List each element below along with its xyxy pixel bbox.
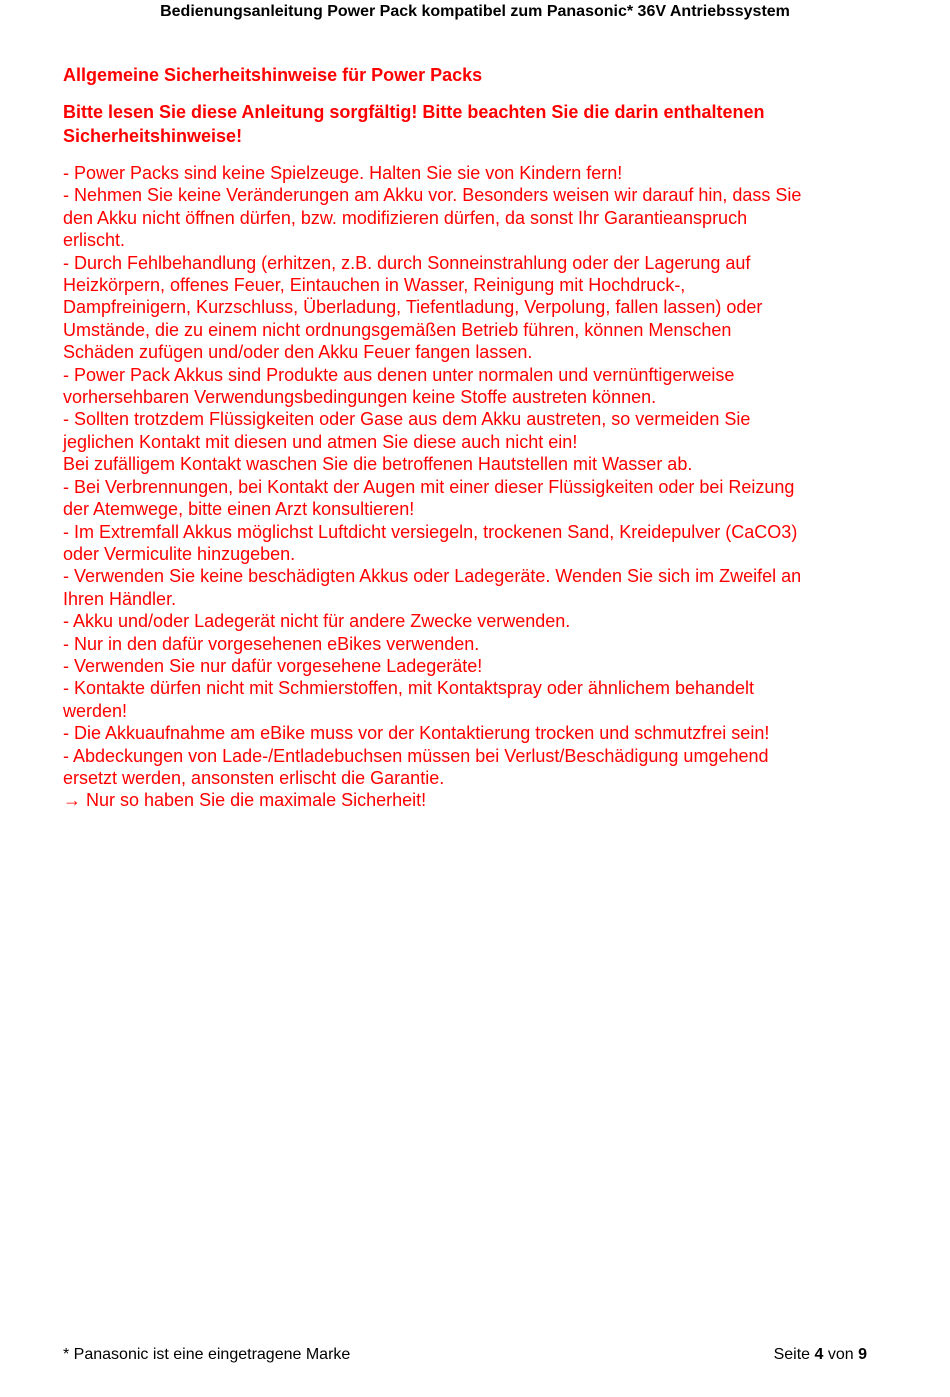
text-line: - Durch Fehlbehandlung (erhitzen, z.B. durch Sonneinstrahlung oder der Lagerung auf (63, 252, 751, 273)
text-line: jeglichen Kontakt mit diesen und atmen Sie diese auch nicht ein! (63, 431, 578, 452)
text-line: - Sollten trotzdem Flüssigkeiten oder Gase aus dem Akku austreten, so vermeiden Sie (63, 409, 751, 430)
section-intro: Bitte lesen Sie diese Anleitung sorgfältig! Bitte beachten Sie die darin enthaltenen Sicherheitshinweise! (63, 102, 765, 146)
text-line: - Verwenden Sie nur dafür vorgesehene Ladegeräte! (63, 655, 483, 676)
text-line: - Nur in den dafür vorgesehenen eBikes verwenden. (63, 633, 480, 654)
safety-section (63, 63, 888, 812)
text-line: Dampfreinigern, Kurzschluss, Überladung, Tiefentladung, Verpolung, fallen lassen) oder (63, 297, 763, 318)
text-line: oder Vermiculite hinzugeben. (63, 543, 296, 564)
text-line: den Akku nicht öffnen dürfen, bzw. modifizieren dürfen, da sonst Ihr Garantieanspruch (63, 207, 748, 228)
text-line: Bei zufälligem Kontakt waschen Sie die betroffenen Hautstellen mit Wasser ab. (63, 454, 693, 475)
text-line: - Abdeckungen von Lade-/Entladebuchsen müssen bei Verlust/Beschädigung umgehend (63, 745, 769, 766)
text-line: - Akku und/oder Ladegerät nicht für andere Zwecke verwenden. (63, 611, 571, 632)
text-line: der Atemwege, bitte einen Arzt konsultieren! (63, 499, 415, 520)
text-line: - Kontakte dürfen nicht mit Schmierstoffen, mit Kontaktspray oder ähnlichem behandelt (63, 678, 755, 699)
footer-note: * Panasonic ist eine eingetragene Marke (63, 1346, 351, 1363)
text-line: werden! (63, 700, 128, 721)
page-current: 4 (814, 1346, 824, 1363)
text-line: - Power Pack Akkus sind Produkte aus denen unter normalen und vernünftigerweise (63, 364, 735, 385)
safety-instructions (63, 162, 888, 812)
text-line: → Nur so haben Sie die maximale Sicherheit! (63, 790, 427, 811)
page-separator: von (827, 1346, 854, 1363)
text-line: ersetzt werden, ansonsten erlischt die Garantie. (63, 767, 445, 788)
text-line: Heizkörpern, offenes Feuer, Eintauchen in Wasser, Reinigung mit Hochdruck-, (63, 275, 686, 296)
text-line: - Im Extremfall Akkus möglichst Luftdicht versiegeln, trockenen Sand, Kreidepulver (CaCO3) (63, 521, 798, 542)
text-line: - Die Akkuaufnahme am eBike muss vor der Kontaktierung trocken und schmutzfrei sein! (63, 723, 770, 744)
text-line: - Verwenden Sie keine beschädigten Akkus oder Ladegeräte. Wenden Sie sich im Zweifel an (63, 566, 802, 587)
page-header: Bedienungsanleitung Power Pack kompatibel zum Panasonic* 36V Antriebssystem (160, 3, 790, 20)
section-title: Allgemeine Sicherheitshinweise für Power Packs (63, 65, 483, 85)
text-line: Schäden zufügen und/oder den Akku Feuer fangen lassen. (63, 342, 533, 363)
page-total: 9 (858, 1346, 867, 1363)
text-line: - Bei Verbrennungen, bei Kontakt der Augen mit einer dieser Flüssigkeiten oder bei Reizung (63, 476, 795, 497)
text-line: - Power Packs sind keine Spielzeuge. Halten Sie sie von Kindern fern! (63, 163, 623, 183)
text-line: erlischt. (63, 230, 126, 251)
text-line: - Nehmen Sie keine Veränderungen am Akku vor. Besonders weisen wir darauf hin, dass Sie (63, 185, 802, 206)
text-line: Umstände, die zu einem nicht ordnungsgemäßen Betrieb führen, können Menschen (63, 319, 732, 340)
page-number (774, 1346, 867, 1364)
page-prefix: Seite (773, 1346, 811, 1363)
text-line: vorhersehbaren Verwendungsbedingungen keine Stoffe austreten können. (63, 387, 657, 408)
text-line: Ihren Händler. (63, 588, 177, 609)
